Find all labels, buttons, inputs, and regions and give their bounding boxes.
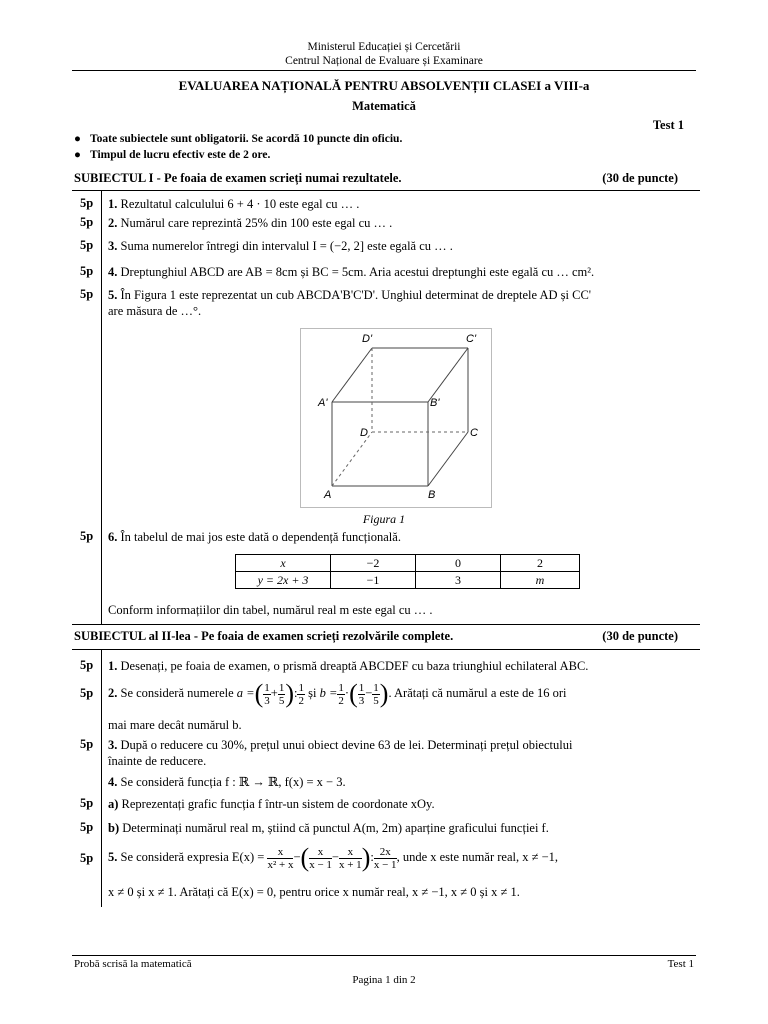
paren-close: ) bbox=[379, 679, 389, 709]
item-text: x ≠ 0 și x ≠ 1. Arătați că E(x) = 0, pentru orice x număr real, x ≠ −1, x ≠ 0 și x ≠ 1. bbox=[108, 885, 520, 899]
paren-open: ( bbox=[349, 679, 358, 709]
footer-exam-name: Probă scrisă la matematică bbox=[74, 958, 192, 970]
item-text: . Arătați că numărul a este de 16 ori bbox=[388, 686, 567, 700]
vertex-label-A1: A' bbox=[318, 397, 328, 409]
item-number: 4. bbox=[108, 265, 118, 279]
center-name: Centrul Național de Evaluare și Examinare bbox=[285, 55, 483, 67]
vertex-label-C1: C' bbox=[466, 333, 477, 345]
points-label: 5p bbox=[80, 238, 94, 252]
table-cell: m bbox=[501, 572, 580, 589]
item-text: Rezultatul calculului 6 + 4 · 10 este egal cu … . bbox=[120, 197, 360, 211]
exam-title: EVALUAREA NAȚIONALĂ PENTRU ABSOLVENȚII CLASEI a VIII-a bbox=[178, 78, 590, 93]
item-number: 5. bbox=[108, 850, 118, 864]
item-text: Dreptunghiul ABCD are AB = 8cm și BC = 5cm. Aria acestui dreptunghi este egală cu … cm². bbox=[120, 265, 595, 279]
points-label: 5p bbox=[80, 796, 94, 810]
item-number: 3. bbox=[108, 239, 118, 253]
math-var-a: a = bbox=[236, 686, 255, 700]
item-number: a) bbox=[108, 797, 119, 811]
figure-caption: Figura 1 bbox=[362, 512, 406, 526]
points-label: 5p bbox=[80, 529, 94, 543]
footer-divider bbox=[72, 955, 696, 956]
instruction-2 bbox=[74, 149, 694, 161]
page-number: Pagina 1 din 2 bbox=[352, 974, 416, 986]
section-1-top-rule bbox=[72, 190, 700, 191]
points-label: 5p bbox=[80, 215, 94, 229]
item-number: b) bbox=[108, 821, 120, 835]
item-text-line-2: înainte de reducere. bbox=[108, 754, 207, 768]
points-label: 5p bbox=[80, 287, 94, 301]
table-cell: 0 bbox=[416, 555, 501, 572]
item-text-line-2: are măsura de …°. bbox=[108, 304, 202, 318]
table-row bbox=[236, 555, 580, 572]
item-text: Desenați, pe foaia de examen, o prismă dreaptă ABCDEF cu baza triunghiul echilateral ABC. bbox=[120, 659, 589, 673]
fraction: $\frac{x}{x - 1}$ bbox=[309, 845, 332, 871]
instruction-2-text: Timpul de lucru efectiv este de 2 ore. bbox=[90, 149, 271, 161]
fraction: $\frac{x}{\text{x² + x}}$ bbox=[267, 845, 294, 871]
footer-test-label: Test 1 bbox=[667, 958, 694, 970]
paren-close: ) bbox=[285, 679, 294, 709]
item-text: Determinați numărul real m, știind că punctul A(m, 2m) aparține graficului funcției f. bbox=[122, 821, 549, 835]
fraction: $\frac{1}{5}$ bbox=[373, 681, 379, 707]
fraction: $\frac{1}{3}$ bbox=[358, 681, 365, 707]
fraction: $\frac{1}{5}$ bbox=[278, 681, 285, 707]
fraction: $\frac{x}{x + 1}$ bbox=[338, 845, 362, 871]
instruction-1-text: Toate subiectele sunt obligatorii. Se acordă 10 puncte din oficiu. bbox=[90, 133, 403, 145]
points-label: 5p bbox=[80, 658, 94, 672]
item-text: Reprezentați grafic funcția f într-un sistem de coordonate xOy. bbox=[121, 797, 435, 811]
item-number: 6. bbox=[108, 530, 118, 544]
points-label: 5p bbox=[80, 737, 94, 751]
instruction-1 bbox=[74, 133, 694, 145]
vertex-label-D: D bbox=[360, 427, 368, 439]
vertex-label-B1: B' bbox=[430, 397, 440, 409]
points-label: 5p bbox=[80, 820, 94, 834]
edge-BC bbox=[428, 432, 468, 486]
item-text: , unde x este număr real, x ≠ −1, bbox=[396, 850, 558, 864]
item-text: mai mare decât numărul b. bbox=[108, 718, 242, 732]
section-2-points: (30 de puncte) bbox=[602, 629, 678, 643]
item-text: În tabelul de mai jos este dată o dependență funcțională. bbox=[120, 530, 401, 544]
item-text: Se consideră funcția f : ℝ → ℝ, f(x) = x − 3. bbox=[120, 775, 346, 789]
table-cell: −1 bbox=[331, 572, 416, 589]
fraction: $\frac{1}{2}$ bbox=[338, 681, 344, 707]
section-2-top-rule bbox=[72, 649, 700, 650]
section-2-title-text: SUBIECTUL al II-lea - Pe foaia de examen scrieți rezolvările complete. bbox=[74, 629, 454, 643]
section-1-column-rule bbox=[101, 190, 102, 624]
item-number: 3. bbox=[108, 738, 118, 752]
math-var-b: b = bbox=[319, 686, 338, 700]
table-cell: 2 bbox=[501, 555, 580, 572]
table-cell: y = 2x + 3 bbox=[236, 572, 331, 589]
s2-item-2: 5p 2. Se consideră numerele a =( $\frac{1}{3}$ + $\frac{1}{5}$ ): $\frac{1}{2}$ și b = $\frac{1}{2}$ ·( $\frac{1}{3}$ − $\frac{1}{5}$ ). Arătați că numărul a este de 16 ori bbox=[80, 679, 567, 709]
fraction: $\frac{1}{2}$ bbox=[298, 681, 304, 707]
vertex-label-B: B bbox=[428, 489, 436, 501]
points-label: 5p bbox=[80, 686, 94, 700]
bullet-icon: ● bbox=[74, 149, 81, 161]
item-text: Numărul care reprezintă 25% din 100 este egal cu … . bbox=[120, 216, 393, 230]
table-cell: −2 bbox=[331, 555, 416, 572]
item-number: 4. bbox=[108, 775, 118, 789]
section-1-title-text: SUBIECTUL I - Pe foaia de examen scrieți numai rezultatele. bbox=[74, 171, 402, 185]
paren-open: ( bbox=[300, 843, 310, 873]
cube-figure bbox=[300, 328, 492, 508]
paren-open: ( bbox=[254, 679, 264, 709]
table-cell: 3 bbox=[416, 572, 501, 589]
item-number: 5. bbox=[108, 288, 118, 302]
edge-AD-hidden bbox=[332, 432, 372, 486]
item-text: Se consideră numerele bbox=[120, 686, 234, 700]
item-text: Se consideră expresia E(x) = bbox=[120, 850, 265, 864]
table-cell: x bbox=[236, 555, 331, 572]
edge-B1C1 bbox=[428, 348, 468, 402]
table-row bbox=[236, 572, 580, 589]
fraction: $\frac{2x}{x - 1}$ bbox=[373, 845, 397, 871]
header-divider bbox=[72, 70, 696, 71]
points-label: 5p bbox=[80, 196, 94, 210]
fraction: $\frac{1}{3}$ bbox=[264, 681, 270, 707]
item-number: 1. bbox=[108, 197, 118, 211]
item-text: Conform informațiilor din tabel, numărul real m este egal cu … . bbox=[108, 603, 433, 617]
vertex-label-D1: D' bbox=[362, 333, 373, 345]
item-text: Suma numerelor întregi din intervalul I = (−2, 2] este egală cu … . bbox=[120, 239, 453, 253]
item-number: 2. bbox=[108, 686, 118, 700]
function-table bbox=[235, 554, 580, 589]
section-1-points: (30 de puncte) bbox=[602, 171, 678, 185]
section-2-title bbox=[74, 629, 678, 644]
section-1-title bbox=[74, 171, 678, 186]
exam-subject: Matematică bbox=[352, 99, 416, 113]
test-label: Test 1 bbox=[652, 118, 684, 132]
section-1-bottom-rule bbox=[72, 624, 700, 625]
points-label: 5p bbox=[80, 264, 94, 278]
paren-close: ) bbox=[361, 843, 371, 873]
s2-item-5: 5p 5. Se consideră expresia E(x) = $\frac{x}{\text{x² + x}}$ −( $\frac{x}{x - 1}$ − $\frac{x}{x + 1}$ ): $\frac{2x}{x - 1}$ , unde x este număr real, x ≠ −1, bbox=[80, 843, 558, 873]
item-text: După o reducere cu 30%, prețul unui obiect devine 63 de lei. Determinați prețul obiectului bbox=[120, 738, 573, 752]
item-number: 1. bbox=[108, 659, 118, 673]
vertex-label-C: C bbox=[470, 427, 478, 439]
vertex-label-A: A bbox=[324, 489, 332, 501]
bullet-icon: ● bbox=[74, 133, 81, 145]
edge-A1D1 bbox=[332, 348, 372, 402]
points-label: 5p bbox=[80, 851, 94, 865]
item-text: În Figura 1 este reprezentat un cub ABCDA'B'C'D'. Unghiul determinat de dreptele AD și CC' bbox=[120, 288, 592, 302]
ministry-name: Ministerul Educației și Cercetării bbox=[307, 41, 461, 53]
item-text: și bbox=[308, 686, 317, 700]
item-number: 2. bbox=[108, 216, 118, 230]
